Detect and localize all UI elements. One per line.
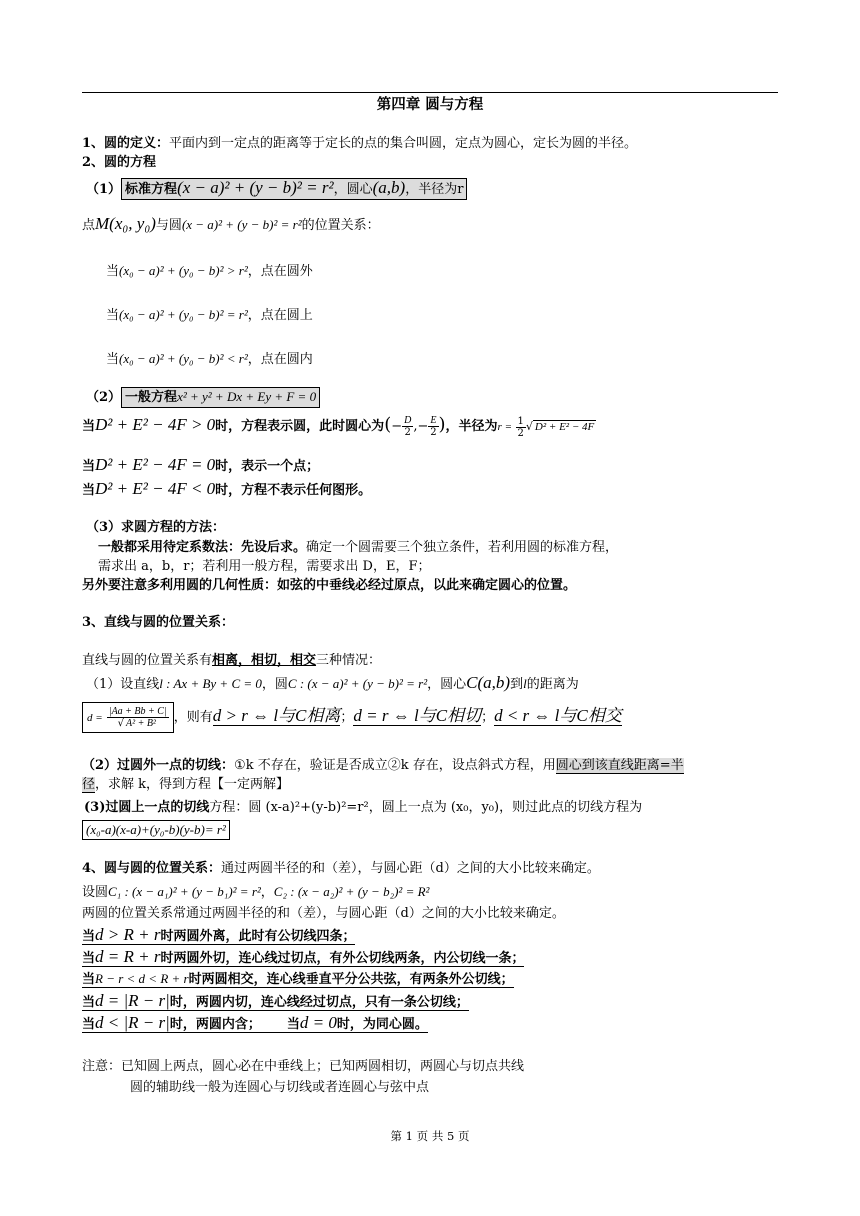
case-pre: 当 <box>82 483 96 498</box>
section-3-intro <box>82 652 381 670</box>
distance-d: d = <box>87 712 103 724</box>
general-equation-line <box>86 387 320 408</box>
standard-equation-label: 标准方程 <box>125 182 178 197</box>
case-post: 时两圆外离，此时有公切线四条； <box>160 929 356 944</box>
page-title: 第四章 圆与方程 <box>376 96 484 113</box>
case-eq: D² + E² − 4F > 0 <box>95 415 216 434</box>
part-2-label: （2） <box>86 390 122 405</box>
intro-pre: 点 <box>82 218 96 233</box>
tangent-external-text-2: ，求解 k，得到方程【一定两解】 <box>95 777 290 792</box>
case-post: 时，表示一个点； <box>215 459 320 474</box>
tangent-on-circle-line-1 <box>84 799 642 817</box>
circle-case-external-tangent <box>82 948 524 968</box>
general-equation-label: 一般方程 <box>125 390 178 405</box>
case-eq-2: d = 0 <box>299 1013 337 1032</box>
relation-separator: ； <box>481 710 495 725</box>
case-post: 时两圆相交，连心线垂直平分公共弦，有两条外公切线； <box>188 972 514 987</box>
case-post-2: ，半径为 <box>445 419 498 434</box>
part-3-line-3: 另外要注意多利用圆的几何性质：如弦的中垂线必经过原点，以此来确定圆心的位置。 <box>82 578 577 593</box>
circle-c2: C₂ : (x − a₂)² + (y − b₂)² = R² <box>273 884 430 899</box>
section-4-heading <box>82 860 600 878</box>
circle-case-text <box>82 972 514 988</box>
circle-center: C(a,b) <box>466 673 511 692</box>
header-rule <box>82 92 778 93</box>
tangent-on-circle-label: (3)过圆上一点的切线 <box>84 800 210 815</box>
case-pre: 当 <box>106 308 120 323</box>
general-case-circle <box>82 415 596 439</box>
comma-minus: ,− <box>413 419 429 434</box>
standard-equation-box <box>121 178 467 200</box>
fraction-numerator: D <box>404 415 412 426</box>
case-eq: D² + E² − 4F < 0 <box>95 479 216 498</box>
case-on <box>106 306 313 325</box>
relations-pre: ，则有 <box>173 710 213 725</box>
section-4-text: 通过两圆半径的和（差），与圆心距（d）之间的大小比较来确定。 <box>221 861 600 876</box>
tangent-equation-box: (x₀-a)(x-a)+(y₀-b)(y-b)= r² <box>82 820 230 840</box>
case-post: ，点在圆外 <box>247 264 313 279</box>
setup-to: 到 <box>510 677 524 692</box>
center-x-fraction <box>402 415 413 438</box>
case-pre: 当 <box>82 951 96 966</box>
fraction-denominator: 2 <box>517 427 524 439</box>
case-post: ，点在圆上 <box>247 308 313 323</box>
circle-case-contained <box>82 1014 428 1034</box>
line-equation: l : Ax + By + C = 0 <box>159 676 262 691</box>
case-eq: d = |R − r| <box>95 991 170 1010</box>
fraction-denominator: 2 <box>404 427 411 438</box>
case-pre: 当 <box>82 459 96 474</box>
minus-sign: − <box>391 419 403 434</box>
center-y-fraction <box>428 415 438 438</box>
case-eq: d < |R − r| <box>95 1013 170 1032</box>
point-position-intro <box>82 215 380 235</box>
section-1 <box>82 135 637 153</box>
circle-case-intersect <box>82 970 514 989</box>
case-eq: R − r < d < R + r <box>95 971 189 986</box>
circle-case-text <box>82 947 525 967</box>
distance-fraction <box>107 706 169 729</box>
radius-fraction <box>516 416 526 439</box>
setup-mid-2: ，圆心 <box>427 677 467 692</box>
case-eq: D² + E² − 4F = 0 <box>95 455 216 474</box>
case-post: 时，两圆内切，连心线经过切点，只有一条公切线； <box>169 995 469 1010</box>
part-1-label: （1） <box>86 182 122 197</box>
intro-underlined: 相离，相切，相交 <box>212 653 317 668</box>
paren-close: ) <box>438 414 446 435</box>
radius-root: D² + E² − 4F <box>534 421 595 433</box>
general-case-point <box>82 456 319 476</box>
case-pre: 当 <box>82 929 96 944</box>
general-case-none <box>82 480 371 500</box>
section-2-label: 2、圆的方程 <box>82 155 157 170</box>
general-equation-box <box>121 387 320 408</box>
tangent-on-circle-line-2 <box>82 820 230 840</box>
method-bold: 一般都采用待定系数法：先设后求。 <box>98 540 307 555</box>
case-pre: 当 <box>106 264 120 279</box>
note-line-1: 注意：已知圆上两点，圆心必在中垂线上；已知两圆相切，两圆心与切点共线 <box>82 1059 525 1074</box>
general-equation: x² + y² + Dx + Ey + F = 0 <box>177 389 317 404</box>
case-eq: d > R + r <box>95 925 161 944</box>
circle-c1: C₁ : (x − a₁)² + (y − b₁)² = r² <box>108 884 261 899</box>
circle-case-outside <box>82 926 355 946</box>
radius-value: r <box>457 182 464 197</box>
setup-end: 的距离为 <box>526 677 579 692</box>
setup-pre: 设圆 <box>82 885 109 900</box>
center-label: ，圆心 <box>333 182 373 197</box>
case-post: ，点在圆内 <box>247 352 313 367</box>
case-post: 时，两圆内含； <box>169 1017 261 1032</box>
case-pre-2: 当 <box>286 1017 300 1032</box>
section-4-repeat: 两圆的位置关系常通过两圆半径的和（差），与圆心距（d）之间的大小比较来确定。 <box>82 906 565 921</box>
case-pre: 当 <box>82 995 96 1010</box>
standard-equation-line <box>86 178 467 200</box>
line-l: l <box>523 676 527 691</box>
relation-intersect: d < r ⇔ l与C相交 <box>494 706 622 725</box>
intro-mid: 与圆 <box>155 218 182 233</box>
section-1-text: 平面内到一定点的距离等于定长的点的集合叫圆，定点为圆心，定长为圆的半径。 <box>169 136 638 151</box>
tangent-on-circle-text: 方程：圆 (x-a)²+(y-b)²=r²，圆上一点为 (x₀，y₀)，则过此点的切线方程为 <box>209 800 643 815</box>
case-eq: (x₀ − a)² + (y₀ − b)² > r² <box>119 263 248 278</box>
case-eq: (x₀ − a)² + (y₀ − b)² < r² <box>119 351 248 366</box>
case-eq: (x₀ − a)² + (y₀ − b)² = r² <box>119 307 248 322</box>
circle-equation: C : (x − a)² + (y − b)² = r² <box>287 676 428 691</box>
distance-formula-box <box>82 702 174 733</box>
fraction-denominator: √ A² + B² <box>117 718 156 729</box>
case-post-2: 时，为同心圆。 <box>336 1017 428 1032</box>
distance-relations <box>82 698 622 736</box>
circle-case-text <box>82 1013 428 1033</box>
circle-equation: (x − a)² + (y − b)² = r² <box>181 217 302 232</box>
part-3-label: （3）求圆方程的方法： <box>86 520 226 535</box>
tangent-external-highlight: 圆心到该直线距离=半 <box>555 758 684 773</box>
line-circle-setup <box>86 674 579 694</box>
note-line-2: 圆的辅助线一般为连圆心与切线或者连圆心与弦中点 <box>130 1080 430 1095</box>
case-post: 时两圆外切，连心线过切点，有外公切线两条，内公切线一条； <box>160 951 525 966</box>
case-post: 时，方程不表示任何图形。 <box>215 483 372 498</box>
setup-text: （1）设直线 <box>86 677 160 692</box>
tangent-external-line-2 <box>82 776 289 794</box>
part-3-line-1 <box>98 539 618 557</box>
circle-case-text <box>82 925 356 945</box>
intro-pre: 直线与圆的位置关系有 <box>82 653 213 668</box>
center-value: (a,b) <box>372 178 406 197</box>
case-pre: 当 <box>82 1017 96 1032</box>
tangent-external-label: （2）过圆外一点的切线： <box>82 758 235 773</box>
distance-root: A² + B² <box>125 718 156 729</box>
tangent-external-highlight-2: 径 <box>82 777 96 792</box>
fraction-numerator: |Aa + Bb + C| <box>108 706 167 717</box>
setup-mid: ，圆 <box>261 677 288 692</box>
intro-post: 三种情况： <box>316 653 382 668</box>
fraction-numerator: E <box>430 415 437 426</box>
case-pre: 当 <box>106 352 120 367</box>
section-1-label: 1、圆的定义： <box>82 136 170 151</box>
radius-pre: r = <box>497 421 513 433</box>
section-3-label: 3、直线与圆的位置关系： <box>82 615 235 630</box>
case-pre: 当 <box>82 419 96 434</box>
method-rest: 确定一个圆需要三个独立条件，若利用圆的标准方程， <box>306 540 619 555</box>
circle-case-text <box>82 991 469 1011</box>
case-outside <box>106 262 313 281</box>
tangent-external-text: ①k 不存在，验证是否成立②k 存在，设点斜式方程，用 <box>234 758 556 773</box>
standard-equation: (x − a)² + (y − b)² = r² <box>177 178 334 197</box>
radius-formula: r = $\frac{1}{2}$ √ D² + E² − 4F <box>497 415 595 439</box>
fraction-numerator: 1 <box>517 415 524 427</box>
intro-post: 的位置关系： <box>301 218 380 233</box>
radius-label: ，半径为 <box>405 182 458 197</box>
point-m: M(x₀, y₀) <box>95 214 156 233</box>
tangent-external-line-1 <box>82 757 684 775</box>
paren-open: ( <box>384 414 392 435</box>
case-post: 时，方程表示圆，此时圆心为 <box>215 419 385 434</box>
section-4-setup <box>82 883 429 902</box>
relation-tangent: d = r ⇔ l与C相切 <box>353 706 482 725</box>
case-eq: d = R + r <box>95 947 161 966</box>
setup-comma: ， <box>260 885 274 900</box>
relation-separate: d > r ⇔ l与C相离 <box>212 706 341 725</box>
case-pre: 当 <box>82 972 96 987</box>
part-3-line-2: 需求出 a，b，r；若利用一般方程，需要求出 D，E，F； <box>98 559 431 574</box>
relation-separator: ； <box>340 710 354 725</box>
section-4-label: 4、圆与圆的位置关系： <box>82 861 222 876</box>
fraction-denominator: 2 <box>430 427 437 438</box>
page-footer: 第 1 页 共 5 页 <box>390 1129 470 1143</box>
circle-case-internal-tangent <box>82 992 469 1012</box>
case-inside <box>106 350 313 369</box>
